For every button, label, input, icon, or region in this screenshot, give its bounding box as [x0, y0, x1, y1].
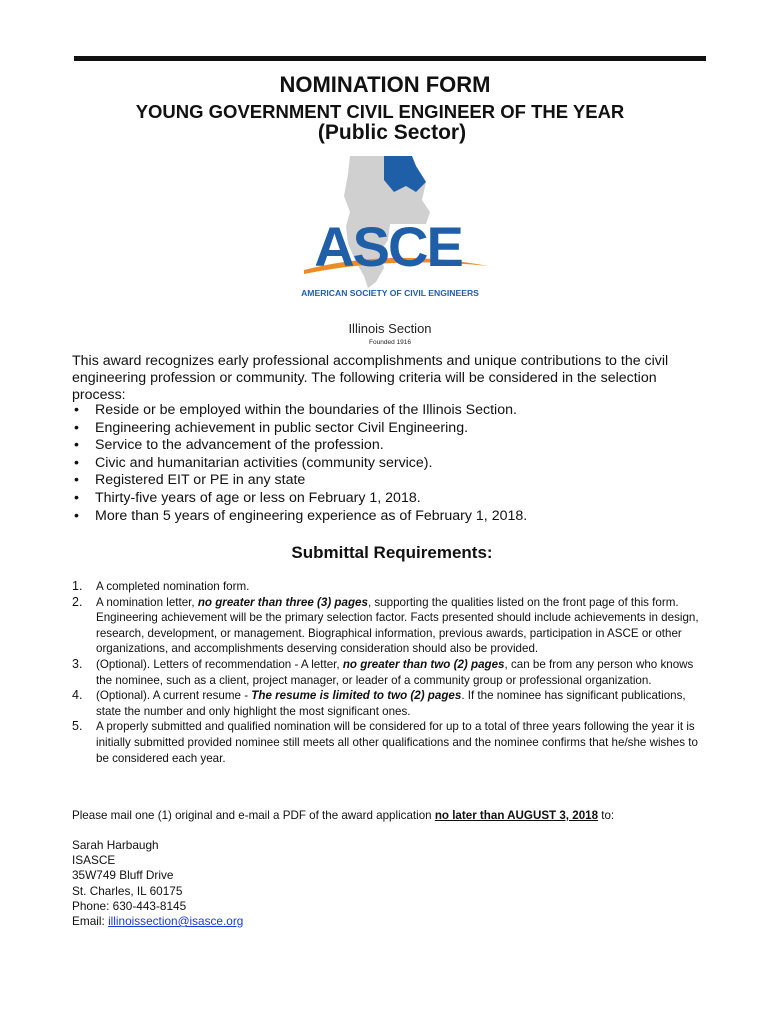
item-number: 4.: [72, 688, 83, 703]
email-link[interactable]: illinoissection@isasce.org: [108, 914, 244, 929]
email-label: Email:: [72, 914, 109, 929]
page-limit: The resume is limited to two (2) pages: [251, 689, 462, 703]
mailing-instructions: [72, 809, 712, 822]
requirement-item: [72, 688, 712, 719]
requirements-list: [72, 579, 712, 766]
criteria-item: • Reside or be employed within the boundaries of the Illinois Section.: [72, 402, 527, 420]
criteria-item: • Civic and humanitarian activities (community service).: [72, 455, 527, 473]
item-number: 5.: [72, 719, 83, 734]
contact-name: Sarah Harbaugh: [72, 838, 159, 852]
item-text: (Optional). Letters of recommendation - A letter,: [96, 657, 343, 671]
criteria-item: • Service to the advancement of the profession.: [72, 437, 527, 455]
requirement-item: [72, 579, 712, 595]
item-text: . If the nominee has significant publications, state the number and only highlight the most significant ones.: [96, 689, 686, 718]
section-name: Illinois Section: [348, 321, 432, 336]
top-rule: [74, 56, 706, 61]
criteria-item: • Engineering achievement in public sector Civil Engineering.: [72, 420, 527, 438]
item-text: A properly submitted and qualified nomination will be considered for up to a total of three years following the year it is initially submitted provided nominee still meets all other qualifications and the nominee confirms that he/she wishes to be considered each year.: [96, 720, 698, 765]
criteria-list: [72, 402, 527, 525]
contact-street: 35W749 Bluff Drive: [72, 868, 174, 883]
deadline: no later than AUGUST 3, 2018: [434, 809, 599, 822]
contact-address: [72, 838, 243, 929]
requirement-item: [72, 657, 712, 688]
page-limit: no greater than three (3) pages: [197, 595, 368, 609]
mail-text: Please mail one (1) original and e-mail a PDF of the award application: [72, 809, 435, 822]
item-number: 3.: [72, 656, 83, 671]
requirement-item: [72, 719, 712, 766]
item-text: A nomination letter,: [96, 595, 198, 609]
page-limit: no greater than two (2) pages: [342, 657, 505, 671]
contact-city: St. Charles, IL 60175: [72, 883, 183, 898]
criteria-item: • Thirty-five years of age or less on February 1, 2018.: [72, 490, 527, 508]
award-subtitle: YOUNG GOVERNMENT CIVIL ENGINEER OF THE YEAR: [135, 101, 625, 122]
contact-org: ISASCE: [72, 853, 116, 868]
item-text: , can be from any person who knows the nominee, such as a client, project manager, or leader of a community group or professional organization.: [96, 657, 694, 687]
requirement-item: [72, 595, 712, 657]
form-title: NOMINATION FORM: [279, 72, 491, 97]
item-number: 1.: [72, 579, 83, 593]
criteria-item: • More than 5 years of engineering experience as of February 1, 2018.: [72, 508, 527, 526]
founded-label: Founded 1916: [369, 339, 411, 346]
item-text: A completed nomination form.: [96, 580, 250, 593]
submittal-heading: Submittal Requirements:: [291, 543, 493, 562]
item-text: (Optional). A current resume -: [96, 689, 252, 703]
asce-acronym: ASCE: [314, 215, 462, 278]
intro-paragraph: This award recognizes early professional accomplishments and unique contributions to the civil engineering profession or community. The following criteria will be considered in the selection process:: [72, 353, 669, 404]
society-name: AMERICAN SOCIETY OF CIVIL ENGINEERS: [301, 288, 479, 298]
asce-illinois-logo: [280, 152, 498, 348]
sector-label: (Public Sector): [317, 121, 467, 144]
criteria-item: • Registered EIT or PE in any state: [72, 472, 527, 490]
item-number: 2.: [72, 594, 83, 609]
mail-text-end: to:: [598, 809, 615, 822]
contact-phone: Phone: 630-443-8145: [72, 898, 187, 913]
item-text: , supporting the qualities listed on the front page of this form. Engineering achievement will be the primary selection factor. Facts presented should include achievements in design, research, development, or management. Biographical information, previous awards, participation in ASCE or other organizations, and accomplishments deserving consideration should also be provided.: [96, 595, 699, 656]
